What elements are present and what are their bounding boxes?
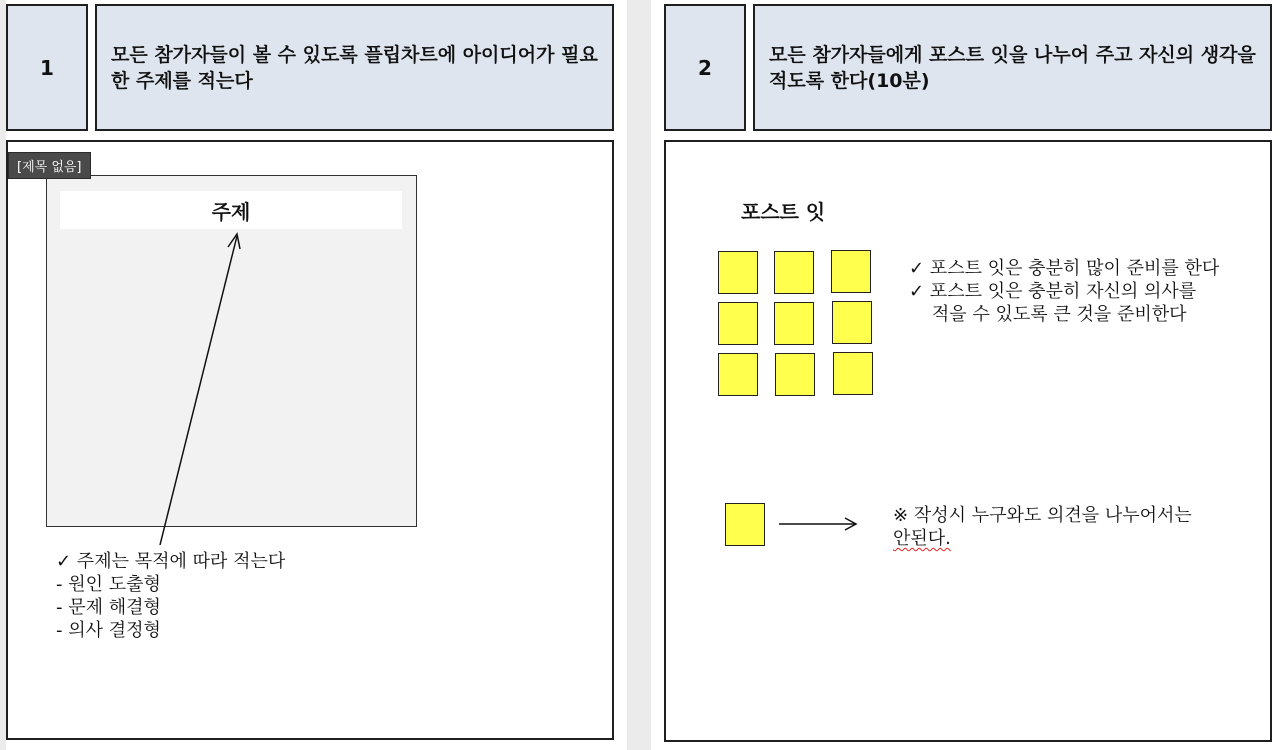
step-2-title: 모든 참가자들에게 포스트 잇을 나누어 주고 자신의 생각을 적도록 한다(10분) [769, 43, 1256, 92]
postit-heading: 포스트 잇 [741, 200, 826, 224]
type-item-cause: - 원인 도출형 [56, 574, 161, 595]
flipchart-heading-text: 주제 [211, 199, 251, 224]
warning-line-2 [893, 527, 1192, 550]
type-item-decision: - 의사 결정형 [56, 620, 161, 641]
type-item-problem: - 문제 해결형 [56, 597, 161, 618]
topic-check-item: ✓ 주제는 목적에 따라 적는다 [56, 551, 286, 572]
warning-line-2-text: 안된다. [893, 528, 951, 549]
step-1-title: 모든 참가자들이 볼 수 있도록 플립차트에 아이디어가 필요한 주제를 적는다 [111, 43, 598, 92]
untitled-tooltip: [제목 없음] [8, 152, 91, 179]
step-1-number-text: 1 [40, 55, 54, 80]
warning-line-1: ※ 작성시 누구와도 의견을 나누어서는 [893, 505, 1192, 526]
warning-note [893, 504, 1192, 550]
postit-check-item: ✓ 포스트 잇은 충분히 많이 준비를 한다 [909, 258, 1220, 279]
step-2-number-text: 2 [698, 55, 712, 80]
postit-check-item: ✓ 포스트 잇은 충분히 자신의 의사를 [909, 281, 1197, 302]
postit-check-item-cont: 적을 수 있도록 큰 것을 준비한다 [909, 304, 1187, 325]
